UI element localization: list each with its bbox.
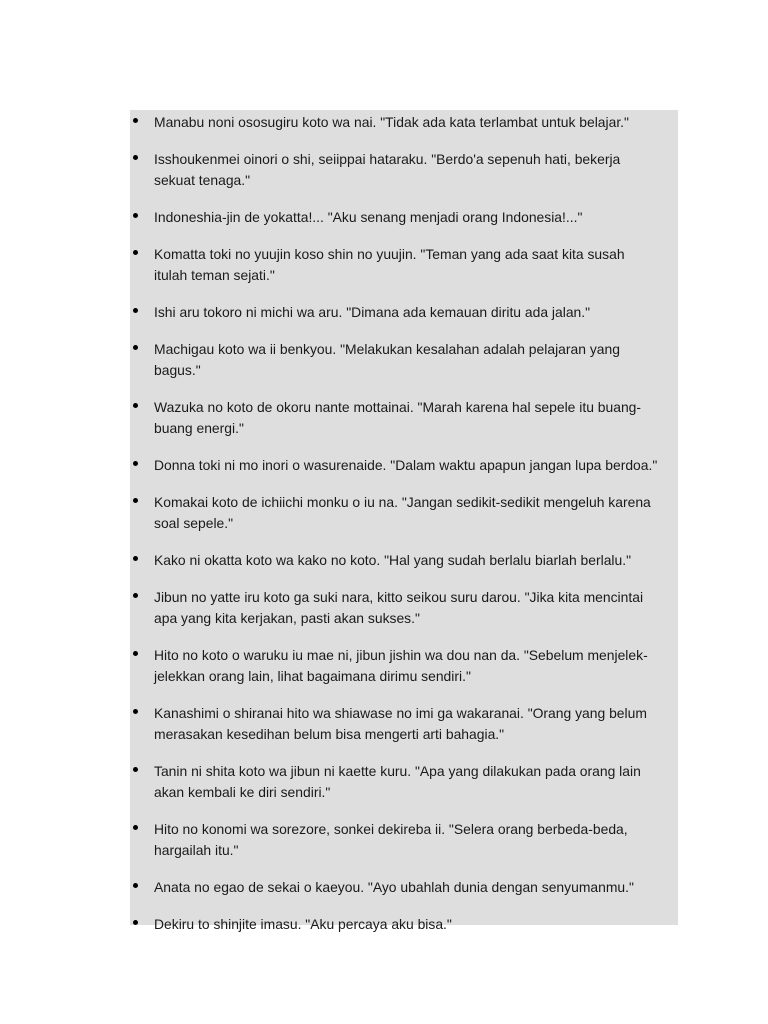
quote-line: Komakai koto de ichiichi monku o iu na. "Jangan sedikit-sedikit mengeluh karena bbox=[154, 494, 651, 510]
quote-line: sekuat tenaga." bbox=[154, 172, 251, 188]
quote-text bbox=[154, 302, 679, 323]
quote-text bbox=[154, 761, 679, 803]
quote-line: itulah teman sejati." bbox=[154, 267, 275, 283]
bullet-icon bbox=[133, 709, 138, 714]
quote-text bbox=[154, 455, 679, 476]
quote-line: Anata no egao de sekai o kaeyou. "Ayo ubahlah dunia dengan senyumanmu." bbox=[154, 879, 634, 895]
quote-line: hargailah itu." bbox=[154, 842, 239, 858]
quote-line: apa yang kita kerjakan, pasti akan sukses." bbox=[154, 610, 420, 626]
quote-text bbox=[154, 244, 679, 286]
quote-line: akan kembali ke diri sendiri." bbox=[154, 784, 331, 800]
bullet-icon bbox=[133, 920, 138, 925]
quote-text bbox=[154, 914, 679, 935]
quote-line: bagus." bbox=[154, 362, 201, 378]
quote-line: soal sepele." bbox=[154, 515, 234, 531]
quote-line: Dekiru to shinjite imasu. "Aku percaya aku bisa." bbox=[154, 916, 452, 932]
quote-line: Tanin ni shita koto wa jibun ni kaette kuru. "Apa yang dilakukan pada orang lain bbox=[154, 763, 641, 779]
bullet-icon bbox=[133, 213, 138, 218]
quote-line: Jibun no yatte iru koto ga suki nara, kitto seikou suru darou. "Jika kita mencintai bbox=[154, 589, 644, 605]
quote-text bbox=[154, 703, 679, 745]
quote-text bbox=[154, 339, 679, 381]
bullet-icon bbox=[133, 593, 138, 598]
bullet-icon bbox=[133, 556, 138, 561]
bullet-icon bbox=[133, 308, 138, 313]
bullet-icon bbox=[133, 651, 138, 656]
quote-text bbox=[154, 877, 679, 898]
quote-text bbox=[154, 149, 679, 191]
quote-line: Manabu noni ososugiru koto wa nai. "Tidak ada kata terlambat untuk belajar." bbox=[154, 114, 629, 130]
quote-line: Ishi aru tokoro ni michi wa aru. "Dimana ada kemauan diritu ada jalan." bbox=[154, 304, 591, 320]
bullet-icon bbox=[133, 825, 138, 830]
quote-line: Hito no konomi wa sorezore, sonkei dekireba ii. "Selera orang berbeda-beda, bbox=[154, 821, 628, 837]
quote-line: Kako ni okatta koto wa kako no koto. "Hal yang sudah berlalu biarlah berlalu." bbox=[154, 552, 632, 568]
bullet-icon bbox=[133, 118, 138, 123]
quote-line: Hito no koto o waruku iu mae ni, jibun jishin wa dou nan da. "Sebelum menjelek- bbox=[154, 647, 648, 663]
quote-text bbox=[154, 645, 679, 687]
quote-text bbox=[154, 587, 679, 629]
bullet-icon bbox=[133, 498, 138, 503]
quote-line: merasakan kesedihan belum bisa mengerti arti bahagia." bbox=[154, 726, 505, 742]
bullet-icon bbox=[133, 250, 138, 255]
quote-text bbox=[154, 550, 679, 571]
quote-line: Wazuka no koto de okoru nante mottainai. "Marah karena hal sepele itu buang- bbox=[154, 399, 642, 415]
quote-line: buang energi." bbox=[154, 420, 244, 436]
quote-line: jelekkan orang lain, lihat bagaimana dirimu sendiri." bbox=[154, 668, 471, 684]
bullet-icon bbox=[133, 767, 138, 772]
quote-box bbox=[130, 110, 678, 932]
bullet-icon bbox=[133, 461, 138, 466]
quote-text bbox=[154, 397, 679, 439]
quote-text bbox=[154, 207, 679, 228]
quote-text bbox=[154, 112, 679, 133]
bullet-icon bbox=[133, 155, 138, 160]
quote-line: Isshoukenmei oinori o shi, seiippai hataraku. "Berdo'a sepenuh hati, bekerja bbox=[154, 151, 621, 167]
quote-line: Machigau koto wa ii benkyou. "Melakukan kesalahan adalah pelajaran yang bbox=[154, 341, 620, 357]
quote-line: Kanashimi o shiranai hito wa shiawase no imi ga wakaranai. "Orang yang belum bbox=[154, 705, 647, 721]
bullet-icon bbox=[133, 883, 138, 888]
quote-text bbox=[154, 819, 679, 861]
quote-line: Indoneshia-jin de yokatta!... "Aku senang menjadi orang Indonesia!..." bbox=[154, 209, 583, 225]
quote-text bbox=[154, 492, 679, 534]
bullet-icon bbox=[133, 403, 138, 408]
bullet-icon bbox=[133, 345, 138, 350]
quote-line: Komatta toki no yuujin koso shin no yuujin. "Teman yang ada saat kita susah bbox=[154, 246, 625, 262]
quote-line: Donna toki ni mo inori o wasurenaide. "Dalam waktu apapun jangan lupa berdoa." bbox=[154, 457, 658, 473]
